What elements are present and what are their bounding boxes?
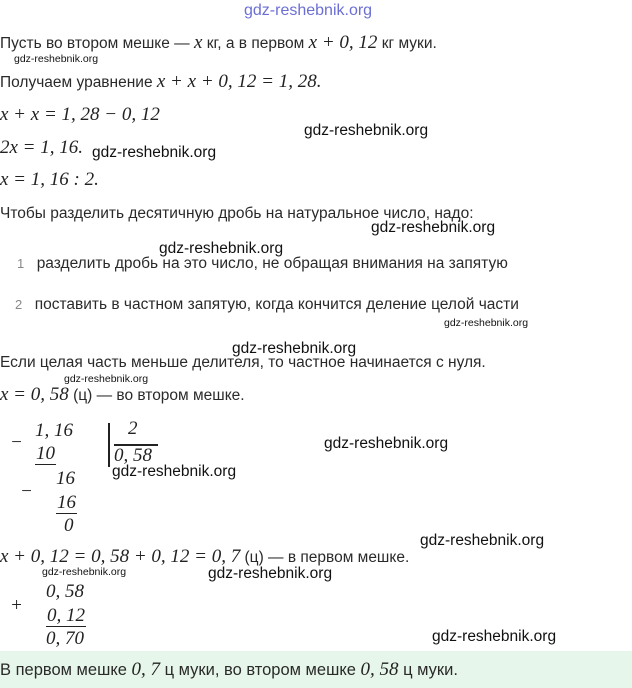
answer-first-text: (ц) — в первом мешке. bbox=[240, 549, 410, 566]
intro-text-c: кг муки. bbox=[377, 35, 437, 52]
watermark: gdz-reshebnik.org bbox=[371, 219, 496, 236]
watermark: gdz-reshebnik.org bbox=[444, 317, 529, 329]
answer-second-expr: x = 0, 58 bbox=[0, 384, 69, 405]
division-minus-2: − bbox=[20, 481, 33, 502]
division-remainder-final: 0 bbox=[64, 515, 74, 536]
watermark: gdz-reshebnik.org bbox=[432, 628, 557, 645]
final-value-first: 0, 7 bbox=[131, 659, 160, 680]
final-text-b: ц муки, во втором мешке bbox=[159, 661, 361, 679]
list-item-number: 2 bbox=[15, 297, 23, 312]
watermark: gdz-reshebnik.org bbox=[208, 565, 333, 582]
watermark: gdz-reshebnik.org bbox=[64, 373, 149, 385]
division-minus-1: − bbox=[10, 432, 23, 453]
watermark: gdz-reshebnik.org bbox=[304, 122, 429, 139]
division-subtrahend-2: 16 bbox=[57, 492, 76, 513]
rule-intro: Чтобы разделить десятичную дробь на натуральное число, надо: bbox=[0, 205, 474, 222]
equation-intro-line bbox=[0, 71, 321, 93]
watermark: gdz-reshebnik.org bbox=[159, 240, 284, 257]
addition-term-2: 0, 12 bbox=[47, 605, 85, 626]
intro-expr: x + 0, 12 bbox=[308, 32, 378, 53]
rule-note: Если целая часть меньше делителя, то частное начинается с нуля. bbox=[0, 354, 486, 371]
watermark: gdz-reshebnik.org bbox=[112, 463, 237, 480]
equation-expr: x + x + 0, 12 = 1, 28. bbox=[156, 71, 322, 92]
list-item-number: 1 bbox=[17, 256, 25, 271]
watermark: gdz-reshebnik.org bbox=[420, 532, 545, 549]
division-dividend: 1, 16 bbox=[35, 420, 73, 441]
watermark: gdz-reshebnik.org bbox=[14, 53, 99, 65]
division-remainder-1: 16 bbox=[56, 468, 75, 489]
watermark: gdz-reshebnik.org bbox=[324, 435, 449, 452]
equation-step-1: x + x = 1, 28 − 0, 12 bbox=[0, 104, 160, 125]
list-item bbox=[17, 255, 508, 273]
answer-first-expr: x + 0, 12 = 0, 58 + 0, 12 = 0, 7 bbox=[0, 546, 241, 567]
equation-step-3: x = 1, 16 : 2. bbox=[0, 169, 99, 190]
final-value-second: 0, 58 bbox=[360, 659, 399, 680]
division-quotient: 0, 58 bbox=[114, 445, 152, 466]
answer-second-text: (ц) — во втором мешке. bbox=[68, 387, 245, 404]
watermark: gdz-reshebnik.org bbox=[92, 144, 217, 161]
intro-var-x: x bbox=[193, 32, 203, 53]
intro-line bbox=[0, 32, 437, 54]
intro-text-a: Пусть во втором мешке — bbox=[0, 35, 194, 52]
addition-plus: + bbox=[10, 595, 23, 616]
equation-intro-text: Получаем уравнение bbox=[0, 74, 157, 91]
division-vertical-line bbox=[108, 423, 110, 467]
watermark: gdz-reshebnik.org bbox=[42, 566, 127, 578]
division-subtrahend-1: 10 bbox=[36, 443, 55, 464]
final-text-a: В первом мешке bbox=[0, 661, 132, 679]
answer-second-bag bbox=[0, 384, 245, 406]
list-item bbox=[15, 296, 519, 314]
final-text-c: ц муки. bbox=[398, 661, 458, 679]
division-divisor: 2 bbox=[128, 418, 138, 439]
intro-text-b: кг, а в первом bbox=[202, 35, 309, 52]
equation-step-2: 2x = 1, 16. bbox=[0, 137, 84, 158]
final-answer-box bbox=[0, 651, 632, 688]
list-item-text: разделить дробь на это число, не обращая внимания на запятую bbox=[36, 255, 508, 272]
addition-term-1: 0, 58 bbox=[46, 581, 84, 602]
watermark: gdz-reshebnik.org bbox=[232, 340, 357, 357]
final-answer bbox=[0, 659, 458, 681]
answer-first-bag bbox=[0, 546, 409, 568]
addition-sum: 0, 70 bbox=[46, 628, 84, 649]
watermark-top: gdz-reshebnik.org bbox=[244, 2, 373, 19]
list-item-text: поставить в частном запятую, когда кончится деление целой части bbox=[34, 296, 519, 313]
